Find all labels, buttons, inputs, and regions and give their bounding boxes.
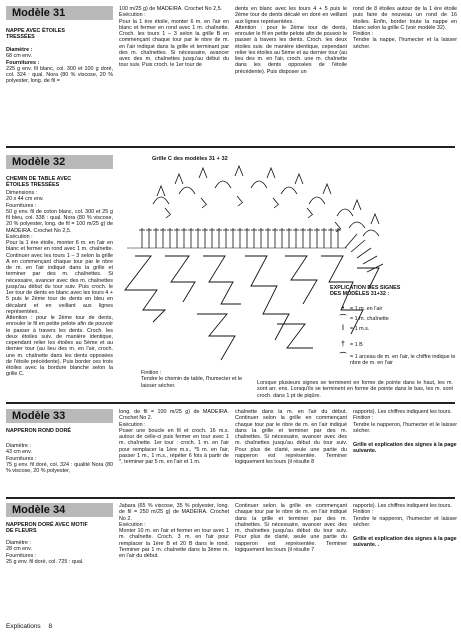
- footer-label: Explications: [6, 623, 41, 630]
- model-34-col2: Jabara (65 % viscose, 35 % polyester, long. de fil = 250 m/25 g) de MADEIRA. Crochet No 2. Exécution : Monter 10 m. en l'air et fermer en tour avec 1 m. chaînette. Croch. 3 m. en l'air pour remplacer la 1ère B et 20 B dans le rond. Terminer par 1 m. chaînette dans la 3ème m. en l'air du début.: [119, 503, 229, 559]
- legend-row-ch: [336, 306, 382, 312]
- single-crochet-symbol-icon: ǀ: [342, 325, 344, 332]
- model-32-title: Modèle 32: [12, 156, 66, 168]
- chain-symbol-icon: •: [341, 305, 345, 312]
- divider: [6, 146, 455, 148]
- model-33-subtitle: NAPPERON ROND DORÉ: [6, 428, 71, 434]
- legend-text: = 1 m. chaînette: [350, 316, 389, 322]
- model-33-col2: long. de fil = 100 m/25 g) de MADEIRA. Crochet No 2. Exécution : Poser une boucle en fil et croch. 16 m.s. autour de celle-ci puis fermer en tour avec 1 m. chaînette. 1er tour : croch. 1 m. en l'air pour remplacer la 1ère m.s., *5 m. en l'air, passer 1 m., 1 m.s., répéter 6 fois à partir de *, terminer par 5 m. en l'air et 1 m.: [119, 409, 229, 465]
- page-number: 8: [48, 623, 53, 630]
- legend-text: = 1 m. en l'air: [350, 306, 383, 312]
- diametre-value: 68 cm env.: [6, 53, 32, 60]
- legend-row-dc: [336, 342, 363, 348]
- legend-row-sc: [336, 326, 369, 332]
- model-33-col4: [353, 409, 457, 455]
- crochet-chart-grille-c: [117, 164, 459, 376]
- model-34-header: [6, 503, 113, 517]
- model-31-col4: rond de 8 étoiles autour de la 1 ère étoile puis faire de nouveau un rond de 16 étoiles. Enfin, border toute la nappe en blanc selon la grille C (voir modèle 32). Finition : Tendre la nappe, l'humecter et la laisser sécher.: [353, 6, 457, 50]
- model-33-header: [6, 409, 113, 423]
- diametre-label: Diamètre :: [6, 47, 33, 53]
- model-33-col3: chaînette dans la m. en l'air du début. Continuer selon la grille en commençant chaque tour par le nbre de m. en l'air indiqué dans la grille et terminer par des m. chaînettes. Si nécessaire, avancer avec des m. chaînettes jusqu'au début du tour suiv. Pour plus de clarté, seule une partie du napperon est représentée. Terminer logiquement les tours (il résulte 8: [235, 409, 347, 465]
- model-31-subtitle: NAPPE AVEC ÉTOILES TRESSÉES: [6, 28, 65, 41]
- divider: [6, 402, 455, 404]
- page-footer: [6, 624, 52, 630]
- model-34-col3: Continuer selon la grille en commençant chaque tour par le nbre de m. en l'air indiqué dans la grille et terminer par des m. chaînettes. Si nécessaire, avancer avec des m. chaînettes jusqu'au début du tour suiv. Pour plus de clarté, seule une partie du napperon est représentée. Terminer logiquement les tours (il résulte 7: [235, 503, 347, 553]
- model-31-title: Modèle 31: [12, 7, 66, 19]
- legend-title: EXPLICATION DES SIGNES DES MODÈLES 31+32 :: [330, 285, 401, 298]
- model-32-finition: Finition : Tendre le chemin de table, l'humecter et le laisser sécher.: [141, 370, 243, 389]
- model-32-header: [6, 155, 113, 169]
- model-31-header: [6, 6, 113, 20]
- see-next-page-note: Grille et explication des signes à la page suivante.: [353, 442, 457, 455]
- stitch-row: [139, 228, 341, 248]
- model-31-col1: [6, 47, 113, 85]
- fournitures-label: Fournitures :: [6, 59, 40, 66]
- model-33-col1: Diamètre : 43 cm env. Fournitures : 75 g env. fil doré, col. 324 : qualité Nora (80 % viscose, 20 % polyester,: [6, 443, 113, 474]
- model-34-title: Modèle 34: [12, 504, 66, 516]
- see-next-page-note: Grille et explication des signes à la page suivante. .: [353, 536, 457, 549]
- finition-text: rapports). Les chiffres indiquent les tours. Finition : Tendre le napperon, l'humecter et laisser sécher.: [353, 503, 457, 528]
- model-34-subtitle: NAPPERON DORÉ AVEC MOTIF DE FLEURS: [6, 522, 88, 535]
- model-32-subtitle: CHEMIN DE TABLE AVEC ÉTOILES TRESSÉES: [6, 176, 72, 189]
- legend-text: = 1 arceau de m. en l'air, le chiffre indique le nbre de m. en l'air: [350, 354, 456, 367]
- legend-row-arc: [336, 354, 456, 367]
- fournitures-text: 225 g env. fil blanc, col. 300 et 100 g doré, col. 324 : qual. Nora (80 % viscose, 20 % polyester, long. de fil =: [6, 65, 113, 85]
- model-32-note: Lorsque plusieurs signes se terminent en forme de pointe dans le haut, les m. sont arr. ens. Lorsqu'ils se terminent en forme de pointe dans le bas, les m. sont croch. dans 1 pt de piqûre.: [257, 380, 453, 399]
- model-34-col4: [353, 503, 457, 549]
- divider: [6, 497, 455, 499]
- double-crochet-symbol-icon: †: [341, 341, 345, 348]
- grille-c-label: Grille C des modèles 31 + 32: [152, 156, 228, 162]
- model-33-title: Modèle 33: [12, 410, 66, 422]
- legend-text: = 1 m.s.: [350, 326, 370, 332]
- model-31-col3: dents en blanc avec les tours 4 + 5 puis le 2ème tour de dents décalé en doré en veillant aux lignes représentées. Attention : pour le 2ème tour de dents, enrouler le fil en petite pelote afin de pouvoir le passer à travers les dents. Croch. les deux étoiles suiv. de manière identique, cependant relier les étoiles au 5ème et au dernier tour (au lieu des m. en l'air, croch. une m. chaînette dans les dents opposées de l'étoile précédente). Puis disposer un: [235, 6, 347, 75]
- model-32-body: Dimensions : 20 x 44 cm env. Fournitures : 50 g env. fil de coton blanc, col. 300 et 25 g fil bleu, col. 338 : qual. Nora (80 % viscose, 20 % polyester, long. de fil = 100 m/25 g) de MADEIRA. Crochet No 2,5. Exécution : Pour la 1 ère étoile, monter 6 m. en l'air en blanc et fermer en rond avec 1 m. chaînette. Continuer avec les tours 1 – 3 selon la grille A en commençant chaque tour par le nbre de m. en l'air indiqué dans la grille et terminer par des m. chaînettes. Si nécessaire, avancer avec des m. chaînettes jusqu'au début du tour suiv. Puis croch. le 1er tour de dents en blanc avec les tours 4 + 5 puis le 2ème tour de dents en bleu en décalant et en veillant aux lignes représentées. Attention : pour le 2ème tour de dents, enrouler le fil en petite pelote afin de pouvoir le passer à travers les dents. Croch. les deux étoiles suiv. de manière identique, cependant relier les étoiles au 5ème et au dernier tour (au lieu des m. en l'air, croch. une m. chaînette dans les dents opposées de l'étoile précédente). Puis border ces trois étoiles avec la bordure blanche selon la grille C.: [6, 190, 113, 378]
- legend-text: = 1 B: [350, 342, 363, 348]
- slip-stitch-symbol-icon: ⌒: [339, 315, 347, 322]
- finition-text: rapports). Les chiffres indiquent les tours. Finition : Tendre le napperon, l'humecter et le laisser sécher.: [353, 409, 457, 434]
- picot-row: [153, 166, 353, 232]
- chain-arc-symbol-icon: ⌒: [339, 353, 347, 360]
- model-31-col2: 100 m/25 g) de MADEIRA. Crochet No 2,5. Exécution : Pour la 1 ère étoile, monter 6 m. en l'air en blanc et fermer en rond avec 1 m. chaînette. Croch. les tours 1 – 3 selon la grille B en commençant chaque tour par le nbre de m. en l'air indiqué dans la grille et terminant par des m. chaînettes. Si nécessaire, avancer avec des m. chaînettes jusqu'au début du tour suiv. Puis croch. le 1er tour de: [119, 6, 229, 69]
- legend-row-sl: [336, 316, 389, 322]
- model-34-col1: Diamètre : 28 cm env. Fournitures : 25 g env. fil doré, col. 725 : qual.: [6, 540, 84, 565]
